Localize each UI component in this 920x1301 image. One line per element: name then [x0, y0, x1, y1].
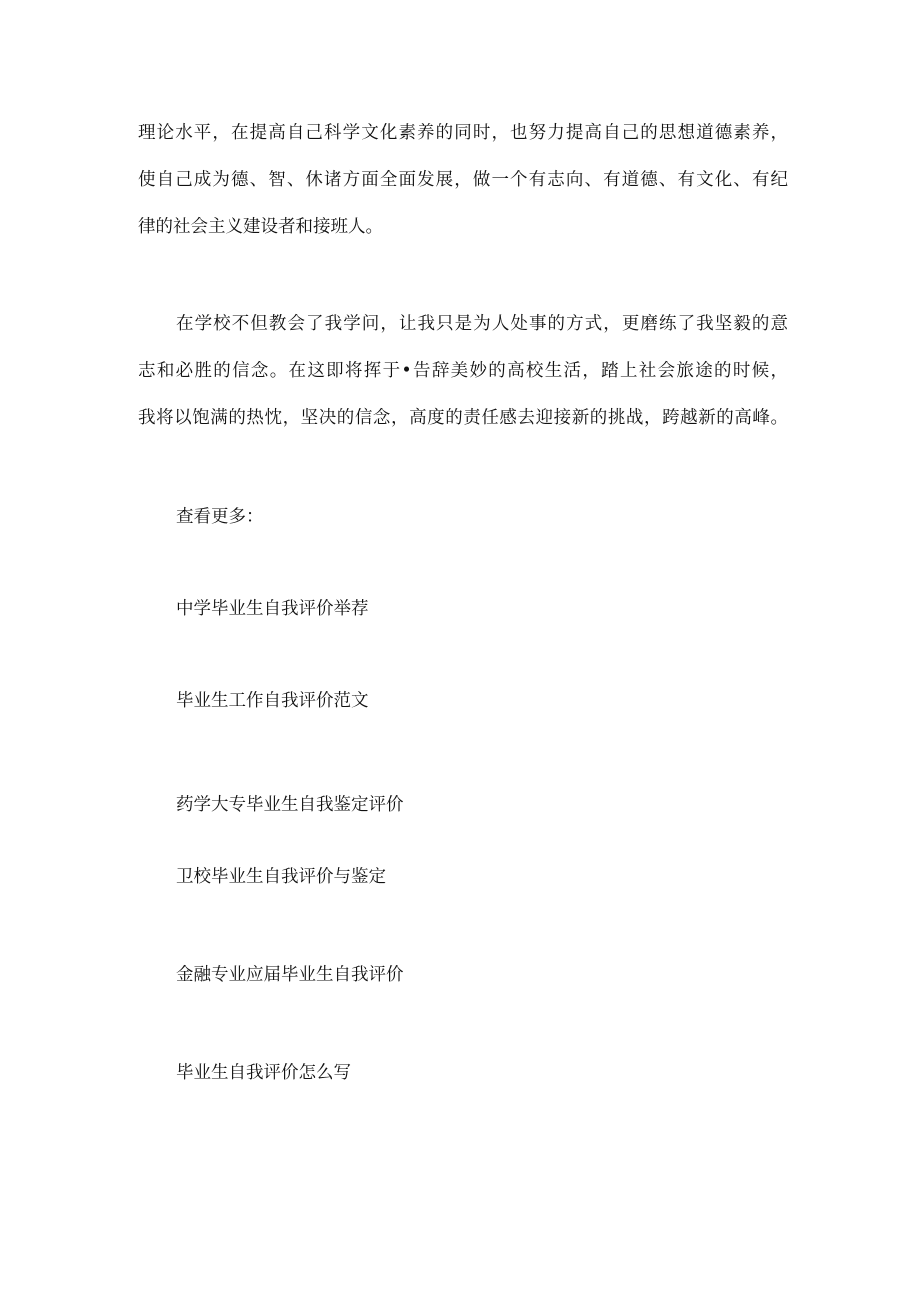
related-link-1[interactable]: 中学毕业生自我评价举荐 — [176, 599, 369, 619]
related-link-5[interactable]: 金融专业应届毕业生自我评价 — [176, 965, 404, 985]
paragraph-2-line-2: 志和必胜的信念。在这即将挥于•告辞美妙的高校生活，踏上社会旅途的时候， — [138, 361, 788, 381]
see-more-label: 查看更多： — [176, 507, 264, 527]
paragraph-1-line-2: 使自己成为德、智、休诸方面全面发展，做一个有志向、有道德、有文化、有纪 — [138, 170, 788, 190]
paragraph-2-line-1: 在学校不但教会了我学问，让我只是为人处事的方式，更磨练了我坚毅的意 — [176, 314, 788, 334]
related-link-2[interactable]: 毕业生工作自我评价范文 — [176, 691, 369, 711]
related-link-4[interactable]: 卫校毕业生自我评价与鉴定 — [176, 867, 386, 887]
paragraph-1-line-3: 律的社会主义建设者和接班人。 — [138, 217, 383, 237]
paragraph-2-line-3: 我将以饱满的热忱，坚决的信念，高度的责任感去迎接新的挑战，跨越新的高峰。 — [138, 408, 788, 428]
related-link-6[interactable]: 毕业生自我评价怎么写 — [176, 1063, 351, 1083]
paragraph-1-line-1: 理论水平，在提高自己科学文化素养的同时，也努力提高自己的思想道德素养， — [138, 123, 788, 143]
related-link-3[interactable]: 药学大专毕业生自我鉴定评价 — [176, 795, 404, 815]
